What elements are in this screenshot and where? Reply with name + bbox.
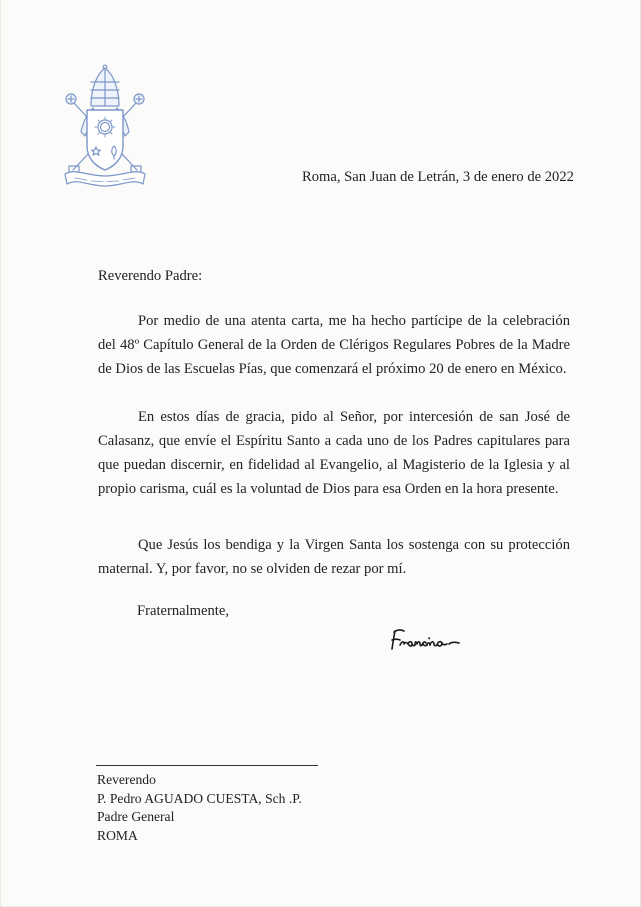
separator-rule — [96, 765, 318, 766]
addressee-role: Padre General — [97, 809, 175, 824]
body-paragraph: En estos días de gracia, pido al Señor, por intercesión de san José de Calasanz, que envíe el Espíritu Santo a cada uno de los Padres capitulares para que puedan discernir, en fidelidad al Evangelio, al Magisterio de la Iglesia y al propio carisma, cuál es la voluntad de Dios para esa Orden en la hora presente. — [98, 409, 570, 497]
salutation: Reverendo Padre: — [98, 268, 203, 284]
addressee-name: P. Pedro AGUADO CUESTA, Sch .P. — [97, 790, 302, 806]
body-paragraph: Que Jesús los bendiga y la Virgen Santa los sostenga con su protección maternal. Y, por favor, no se olviden de rezar por mí. — [98, 537, 570, 577]
addressee-city: ROMA — [97, 827, 138, 843]
closing: Fraternalmente, — [137, 603, 229, 619]
papal-coat-of-arms-icon — [53, 62, 157, 192]
addressee-block — [97, 771, 302, 845]
body-paragraph: Por medio de una atenta carta, me ha hecho partícipe de la celebración del 48º Capítulo General de la Orden de Clérigos Regulares Pobres de la Madre de Dios de las Escuelas Pías, que comenzará el próximo 20 de enero en México. — [98, 313, 570, 377]
handwritten-signature — [389, 627, 481, 653]
dateline: Roma, San Juan de Letrán, 3 de enero de 2022 — [302, 169, 574, 185]
addressee-title: Reverendo — [97, 772, 156, 787]
